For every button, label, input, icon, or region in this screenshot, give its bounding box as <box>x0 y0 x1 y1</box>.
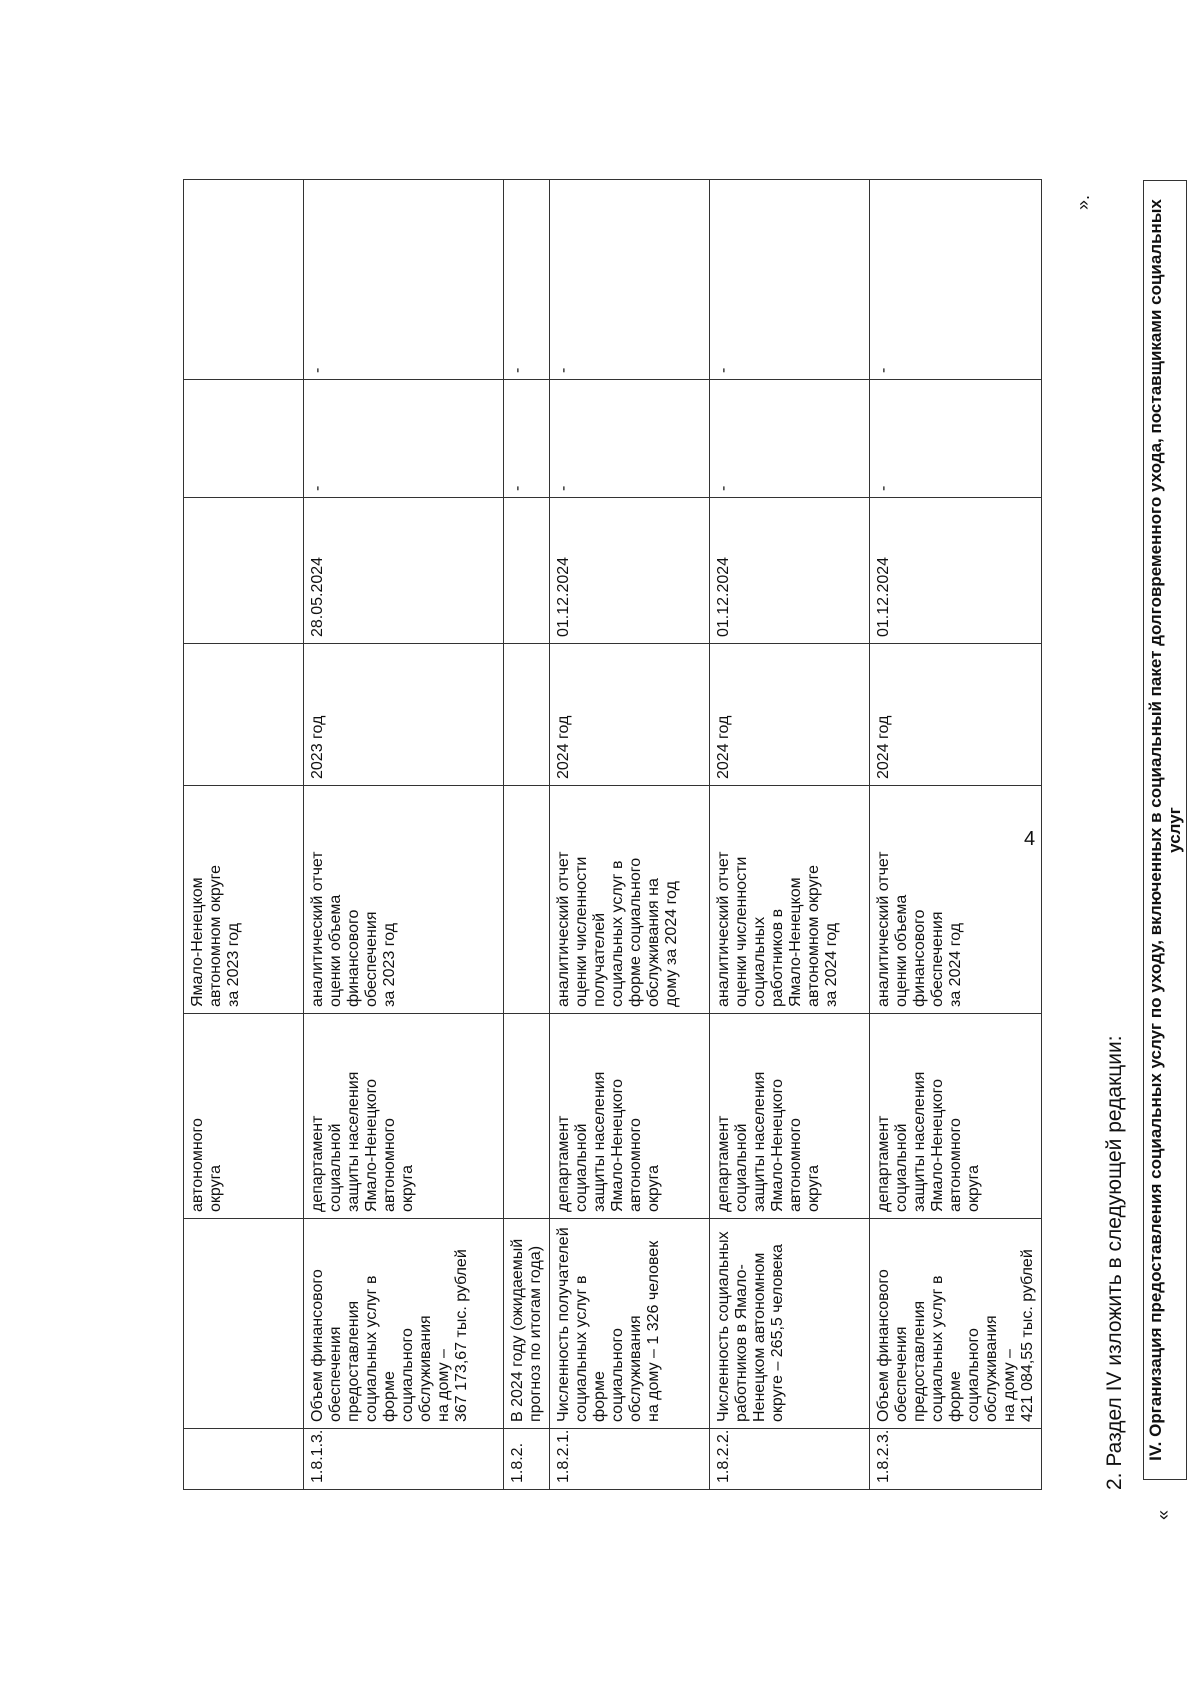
cell-indicator: Численность получателей социальных услуг в форме социального обслуживания на дому – 1 326 человек <box>550 1219 710 1429</box>
cell-num: 1.8.2. <box>504 1429 550 1490</box>
cell-period: 2024 год <box>710 644 870 786</box>
cell-date: 28.05.2024 <box>304 498 504 644</box>
cell-c8 <box>184 180 304 380</box>
measures-table <box>183 179 1042 1490</box>
cell-num: 1.8.2.3. <box>870 1429 1042 1490</box>
cell-c8: - <box>304 180 504 380</box>
cell-c7: - <box>710 380 870 498</box>
cell-date <box>504 498 550 644</box>
cell-indicator: Численность социальных работников в Ямало- Ненецком автономном округе – 265,5 человека <box>710 1219 870 1429</box>
table-row <box>870 180 1042 1490</box>
cell-date: 01.12.2024 <box>550 498 710 644</box>
section-title: IV. Организация предоставления социальных услуг по уходу, включенных в социальный пакет долговременного ухода, поставщиками социальных услуг <box>1143 180 1187 1480</box>
table-row <box>504 180 550 1490</box>
cell-c7 <box>184 380 304 498</box>
cell-c8: - <box>870 180 1042 380</box>
cell-period <box>504 644 550 786</box>
cell-responsible: автономного округа <box>184 1014 304 1219</box>
cell-responsible: департамент социальной защиты населения Ямало-Ненецкого автономного округа <box>304 1014 504 1219</box>
cell-num: 1.8.1.3. <box>304 1429 504 1490</box>
cell-c7: - <box>870 380 1042 498</box>
cell-c7: - <box>304 380 504 498</box>
cell-date <box>184 498 304 644</box>
cell-period <box>184 644 304 786</box>
opening-quote: « <box>1153 1509 1173 1520</box>
cell-responsible <box>504 1014 550 1219</box>
cell-period: 2023 год <box>304 644 504 786</box>
cell-responsible: департамент социальной защиты населения Ямало-Ненецкого автономного округа <box>870 1014 1042 1219</box>
cell-c8: - <box>550 180 710 380</box>
cell-indicator: Объем финансового обеспечения предоставления социальных услуг в форме социального обслуживания на дому – 421 084,55 тыс. рублей <box>870 1219 1042 1429</box>
cell-c8: - <box>504 180 550 380</box>
rotated-page <box>143 0 1200 1530</box>
closing-quote: ». <box>1073 194 1093 210</box>
cell-document <box>504 786 550 1014</box>
cell-responsible: департамент социальной защиты населения Ямало-Ненецкого автономного округа <box>550 1014 710 1219</box>
table-row <box>184 180 304 1490</box>
cell-period: 2024 год <box>550 644 710 786</box>
cell-date: 01.12.2024 <box>870 498 1042 644</box>
cell-date: 01.12.2024 <box>710 498 870 644</box>
cell-indicator <box>184 1219 304 1429</box>
cell-c8: - <box>710 180 870 380</box>
cell-num: 1.8.2.1. <box>550 1429 710 1490</box>
page-number: 4 <box>1023 827 1036 850</box>
table-row <box>710 180 870 1490</box>
cell-responsible: департамент социальной защиты населения Ямало-Ненецкого автономного округа <box>710 1014 870 1219</box>
cell-document: Ямало-Ненецком автономном округе за 2023 год <box>184 786 304 1014</box>
cell-document: аналитический отчет оценки объема финансового обеспечения за 2023 год <box>304 786 504 1014</box>
table-row <box>550 180 710 1490</box>
cell-indicator: Объем финансового обеспечения предоставления социальных услуг в форме социального обслуживания на дому – 367 173,67 тыс. рублей <box>304 1219 504 1429</box>
cell-indicator: В 2024 году (ожидаемый прогноз по итогам года) <box>504 1219 550 1429</box>
cell-c7: - <box>504 380 550 498</box>
cell-num <box>184 1429 304 1490</box>
cell-document: аналитический отчет оценки объема финансового обеспечения за 2024 год <box>870 786 1042 1014</box>
cell-document: аналитический отчет оценки численности социальных работников в Ямало-Ненецком автономном округе за 2024 год <box>710 786 870 1014</box>
amendment-item-2: 2. Раздел IV изложить в следующей редакции: <box>1103 1035 1126 1490</box>
cell-period: 2024 год <box>870 644 1042 786</box>
cell-document: аналитический отчет оценки численности получателей социальных услуг в форме социального обслуживания на дому за 2024 год <box>550 786 710 1014</box>
cell-c7: - <box>550 380 710 498</box>
table-row <box>304 180 504 1490</box>
cell-num: 1.8.2.2. <box>710 1429 870 1490</box>
